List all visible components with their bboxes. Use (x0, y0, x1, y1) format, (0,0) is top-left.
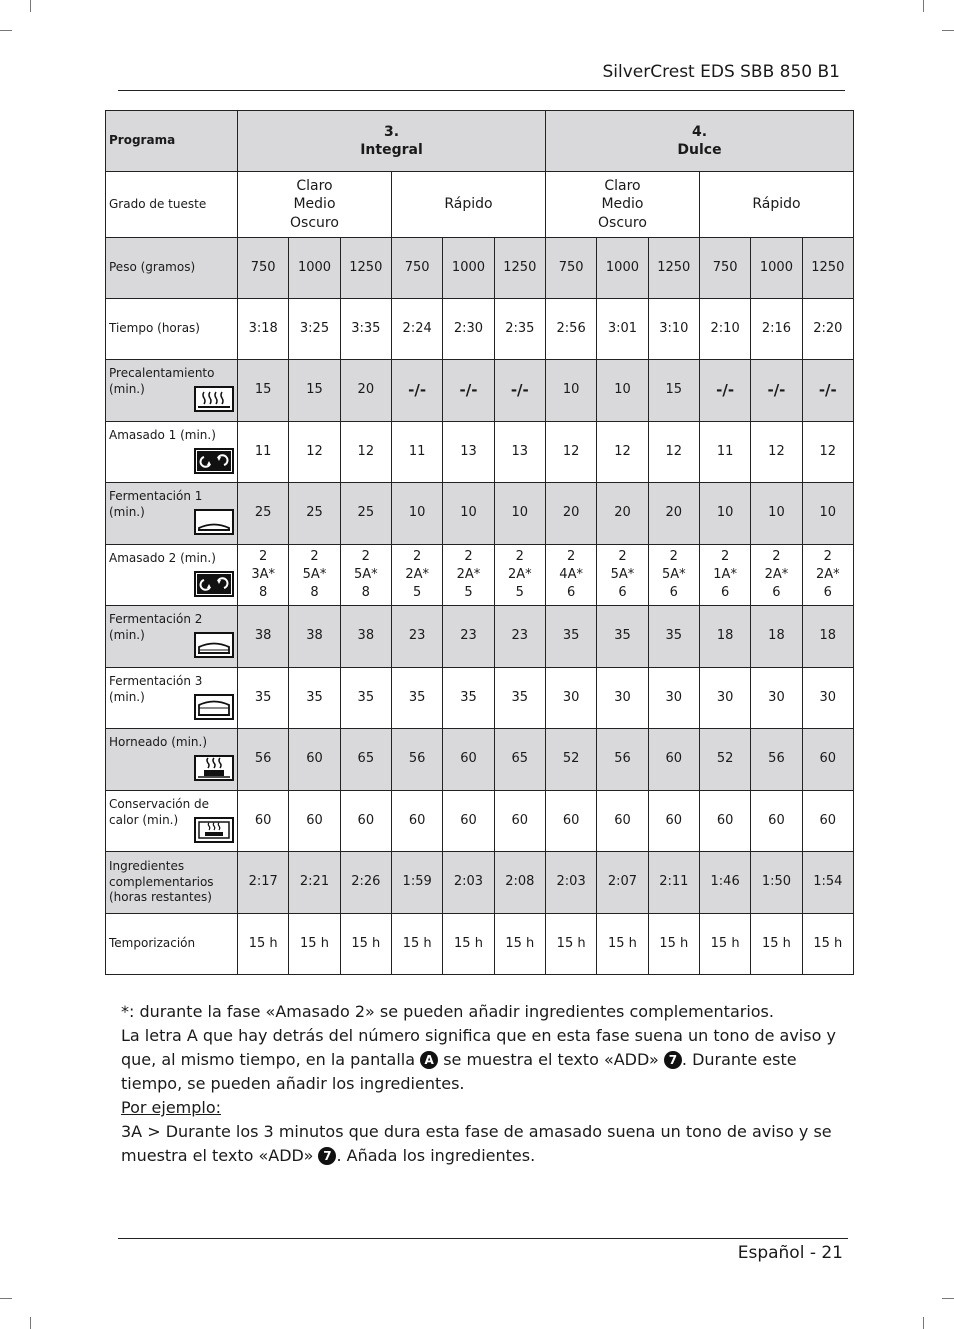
value-cell: 20 (597, 483, 648, 545)
value-cell: 25 (340, 483, 391, 545)
value-cell: 3:25 (289, 299, 340, 360)
value-cell: 15 h (648, 914, 699, 975)
value-cell (802, 545, 853, 606)
value-line: 5A* (353, 567, 378, 582)
value-cell: 60 (699, 791, 750, 852)
value-line: 2 (823, 549, 832, 564)
value-cell: 20 (340, 360, 391, 422)
value-cell: 60 (751, 791, 802, 852)
value-cell: 35 (597, 606, 648, 668)
weight-cell: 750 (699, 238, 750, 299)
value-cell (751, 545, 802, 606)
value-cell: 23 (494, 606, 545, 668)
value-cell (648, 545, 699, 606)
value-line: 6 (720, 585, 730, 600)
browning-oscuro: Oscuro (598, 214, 647, 231)
value-cell: 2:08 (494, 852, 545, 914)
browning-claro: Claro (296, 178, 333, 195)
program-data-row (106, 545, 854, 606)
program-data-row (106, 299, 854, 360)
value-cell: 65 (340, 729, 391, 791)
value-cell: 12 (802, 422, 853, 483)
value-cell (238, 545, 289, 606)
value-cell: 15 h (340, 914, 391, 975)
row-label (106, 483, 238, 545)
program-data-row (106, 483, 854, 545)
value-cell: 60 (289, 791, 340, 852)
value-cell: 2:10 (699, 299, 750, 360)
value-cell: 30 (648, 668, 699, 729)
value-cell: 15 h (289, 914, 340, 975)
value-line: 2 (618, 549, 627, 564)
display-ref-badge: A (420, 1051, 438, 1069)
program-number: 3. (383, 123, 400, 140)
value-cell: 35 (238, 668, 289, 729)
row-label: Tiempo (horas) (106, 299, 238, 360)
value-line: 8 (361, 585, 370, 600)
row-label (106, 606, 238, 668)
crop-mark (0, 30, 12, 31)
program-label: Programa (106, 111, 238, 172)
value-cell: 12 (289, 422, 340, 483)
value-cell: 30 (699, 668, 750, 729)
value-cell: 15 (648, 360, 699, 422)
crop-mark (923, 1317, 924, 1329)
value-cell: 60 (597, 791, 648, 852)
crop-mark (0, 1298, 12, 1299)
value-cell: 35 (494, 668, 545, 729)
value-cell: 2:03 (545, 852, 596, 914)
value-cell: 23 (391, 606, 442, 668)
value-line: 5A* (661, 567, 686, 582)
weight-cell: 1000 (751, 238, 802, 299)
browning-label: Grado de tueste (106, 172, 238, 238)
crop-mark (923, 0, 924, 12)
program-data-row (106, 606, 854, 668)
value-cell: 10 (545, 360, 596, 422)
value-cell: 1:50 (751, 852, 802, 914)
value-cell: 11 (391, 422, 442, 483)
value-cell: 60 (289, 729, 340, 791)
value-cell: 38 (340, 606, 391, 668)
note-text: . Añada los ingredientes. (336, 1146, 536, 1165)
value-line: 2 (566, 549, 576, 564)
row-label (106, 360, 238, 422)
value-cell: 35 (340, 668, 391, 729)
value-cell: 12 (597, 422, 648, 483)
row-label: Ingredientes complementarios (horas restantes) (106, 852, 238, 914)
row-label (106, 422, 238, 483)
value-line: 5A* (610, 567, 635, 582)
browning-oscuro: Oscuro (290, 214, 339, 231)
value-cell: 11 (699, 422, 750, 483)
value-cell: 23 (443, 606, 494, 668)
rise-1-icon (194, 509, 234, 535)
value-cell: 60 (494, 791, 545, 852)
value-cell: 35 (545, 606, 596, 668)
value-cell: 10 (391, 483, 442, 545)
value-cell: 52 (545, 729, 596, 791)
weight-label: Peso (gramos) (106, 238, 238, 299)
knead-icon (194, 571, 234, 597)
program-data-row (106, 914, 854, 975)
weight-row (106, 238, 854, 299)
value-line: 2A* (764, 567, 789, 582)
program-table (105, 110, 854, 975)
browning-claro: Claro (604, 178, 641, 195)
value-cell (289, 545, 340, 606)
value-cell: 2:11 (648, 852, 699, 914)
value-line: 8 (310, 585, 319, 600)
weight-cell: 750 (545, 238, 596, 299)
note-asterisk: *: durante la fase «Amasado 2» se pueden añadir ingredientes complementarios. (121, 1002, 774, 1021)
value-cell: 15 h (597, 914, 648, 975)
bake-icon (194, 755, 234, 781)
row-label (106, 729, 238, 791)
value-line: 2 (413, 549, 422, 564)
value-cell: -/- (699, 360, 750, 422)
value-cell: 20 (648, 483, 699, 545)
row-label-text: Conservación de calor (min.) (109, 797, 210, 827)
weight-cell: 1250 (648, 238, 699, 299)
value-cell: 15 h (443, 914, 494, 975)
value-cell: 15 h (751, 914, 802, 975)
value-line: 6 (566, 585, 576, 600)
browning-levels (238, 172, 392, 238)
weight-cell: 1250 (494, 238, 545, 299)
value-cell: 60 (443, 791, 494, 852)
crop-mark (30, 1317, 31, 1329)
note-text: . Durante este tiempo, se pueden añadir los ingredientes. (121, 1050, 797, 1093)
value-cell: 2:24 (391, 299, 442, 360)
value-cell (391, 545, 442, 606)
add-ref-badge: 7 (318, 1147, 336, 1165)
weight-cell: 1250 (340, 238, 391, 299)
value-cell: 15 h (391, 914, 442, 975)
rise-3-icon (194, 694, 234, 720)
value-cell: 15 h (802, 914, 853, 975)
value-cell (597, 545, 648, 606)
header-rule (118, 90, 845, 91)
weight-cell: 1000 (289, 238, 340, 299)
value-cell: 10 (699, 483, 750, 545)
row-label-text: Fermentación 1 (min.) (109, 489, 203, 519)
value-cell (699, 545, 750, 606)
value-cell: -/- (443, 360, 494, 422)
weight-cell: 750 (238, 238, 289, 299)
value-line: 2 (515, 549, 524, 564)
value-cell: 60 (545, 791, 596, 852)
value-cell: 52 (699, 729, 750, 791)
row-label-text: Horneado (min.) (109, 735, 208, 749)
browning-rapido: Rápido (699, 172, 853, 238)
value-cell: 60 (443, 729, 494, 791)
value-cell: 35 (648, 606, 699, 668)
row-label-text: Fermentación 3 (min.) (109, 674, 203, 704)
value-cell: 35 (289, 668, 340, 729)
value-line: 2A* (405, 567, 429, 582)
value-cell: 3:10 (648, 299, 699, 360)
value-cell: -/- (802, 360, 853, 422)
value-cell: 2:21 (289, 852, 340, 914)
program-name: Dulce (677, 142, 722, 158)
value-cell: 56 (391, 729, 442, 791)
note-letter-a (121, 1024, 861, 1096)
value-cell: 13 (494, 422, 545, 483)
value-cell (494, 545, 545, 606)
value-line: 6 (669, 585, 678, 600)
value-cell: 2:07 (597, 852, 648, 914)
value-cell: 15 h (545, 914, 596, 975)
value-cell: 35 (443, 668, 494, 729)
value-cell: 18 (802, 606, 853, 668)
keep-warm-icon (194, 817, 234, 843)
add-ref-badge: 7 (664, 1051, 682, 1069)
value-line: 2 (772, 549, 781, 564)
value-cell: 30 (751, 668, 802, 729)
value-line: 8 (259, 585, 268, 600)
value-cell: 12 (751, 422, 802, 483)
preheat-icon (194, 386, 234, 412)
page-footer: Español - 21 (737, 1243, 843, 1263)
value-cell: 2:35 (494, 299, 545, 360)
value-cell: 2:30 (443, 299, 494, 360)
program-header-dulce (545, 111, 853, 172)
value-line: 6 (823, 585, 832, 600)
value-cell: 18 (751, 606, 802, 668)
row-label: Temporización (106, 914, 238, 975)
page-header-title: SilverCrest EDS SBB 850 B1 (602, 62, 840, 82)
value-cell: 56 (751, 729, 802, 791)
value-cell (545, 545, 596, 606)
value-cell: 10 (597, 360, 648, 422)
value-cell: -/- (494, 360, 545, 422)
value-cell: 60 (238, 791, 289, 852)
value-cell: 12 (340, 422, 391, 483)
weight-cell: 1000 (443, 238, 494, 299)
value-cell: 3:18 (238, 299, 289, 360)
value-line: 2 (361, 549, 370, 564)
program-data-row (106, 668, 854, 729)
row-label (106, 791, 238, 852)
value-cell: 56 (238, 729, 289, 791)
value-line: 1A* (713, 567, 737, 582)
value-line: 2A* (507, 567, 532, 582)
weight-cell: 750 (391, 238, 442, 299)
program-data-row (106, 729, 854, 791)
row-label-text: Amasado 2 (min.) (109, 551, 216, 565)
value-cell: 60 (648, 791, 699, 852)
value-line: 6 (772, 585, 781, 600)
value-cell: 1:46 (699, 852, 750, 914)
program-data-row (106, 360, 854, 422)
row-label-text: Amasado 1 (min.) (109, 428, 216, 442)
value-cell: 20 (545, 483, 596, 545)
program-row (106, 111, 854, 172)
value-cell: 35 (391, 668, 442, 729)
value-cell: 10 (494, 483, 545, 545)
value-cell: 65 (494, 729, 545, 791)
value-cell: 60 (802, 729, 853, 791)
value-cell: 15 h (238, 914, 289, 975)
program-data-row (106, 422, 854, 483)
browning-levels (545, 172, 699, 238)
row-label (106, 545, 238, 606)
value-cell (340, 545, 391, 606)
value-cell: 10 (443, 483, 494, 545)
footnotes (121, 1000, 861, 1168)
value-line: 2 (310, 549, 319, 564)
value-cell: -/- (751, 360, 802, 422)
value-cell: 2:20 (802, 299, 853, 360)
value-line: 5 (515, 585, 524, 600)
program-number: 4. (691, 123, 708, 140)
row-label-text: Fermentación 2 (min.) (109, 612, 203, 642)
value-cell: 12 (648, 422, 699, 483)
value-cell: 11 (238, 422, 289, 483)
value-cell: 30 (802, 668, 853, 729)
value-cell: 13 (443, 422, 494, 483)
crop-mark (30, 0, 31, 12)
weight-cell: 1000 (597, 238, 648, 299)
value-line: 2 (720, 549, 730, 564)
knead-icon (194, 448, 234, 474)
program-name: Integral (360, 142, 423, 158)
example-label: Por ejemplo: (121, 1098, 222, 1117)
value-cell: 56 (597, 729, 648, 791)
row-label (106, 668, 238, 729)
value-cell: 3:01 (597, 299, 648, 360)
browning-rapido: Rápido (391, 172, 545, 238)
value-line: 5 (464, 585, 473, 600)
value-cell: 25 (238, 483, 289, 545)
note-example (121, 1120, 861, 1168)
value-cell: 2:03 (443, 852, 494, 914)
value-cell: -/- (391, 360, 442, 422)
value-line: 4A* (559, 567, 583, 582)
value-cell: 60 (391, 791, 442, 852)
value-cell: 2:16 (751, 299, 802, 360)
value-cell: 1:59 (391, 852, 442, 914)
footer-rule (118, 1238, 848, 1239)
weight-cell: 1250 (802, 238, 853, 299)
value-cell: 38 (238, 606, 289, 668)
crop-mark (942, 1298, 954, 1299)
value-cell: 3:35 (340, 299, 391, 360)
value-line: 2A* (456, 567, 481, 582)
browning-medio: Medio (293, 196, 336, 213)
value-cell (443, 545, 494, 606)
value-line: 2 (669, 549, 678, 564)
value-cell: 60 (648, 729, 699, 791)
value-cell: 60 (340, 791, 391, 852)
value-cell: 30 (597, 668, 648, 729)
rise-2-icon (194, 632, 234, 658)
note-text: La letra A que hay detrás del número significa que en esta fase suena un tono de aviso y que, al mismo tiempo, en la pantalla (121, 1026, 836, 1069)
program-data-row (106, 852, 854, 914)
value-line: 6 (618, 585, 627, 600)
value-cell: 15 (289, 360, 340, 422)
value-line: 2A* (815, 567, 840, 582)
note-text: se muestra el texto «ADD» (438, 1050, 664, 1069)
value-cell: 2:56 (545, 299, 596, 360)
value-cell: 10 (802, 483, 853, 545)
value-cell: 2:17 (238, 852, 289, 914)
crop-mark (942, 30, 954, 31)
value-cell: 18 (699, 606, 750, 668)
browning-medio: Medio (601, 196, 644, 213)
value-cell: 12 (545, 422, 596, 483)
value-cell: 60 (802, 791, 853, 852)
value-line: 2 (464, 549, 473, 564)
browning-row (106, 172, 854, 238)
note-text: 3A > Durante los 3 minutos que dura esta fase de amasado suena un tono de aviso y se muestra el texto «ADD» (121, 1122, 832, 1165)
value-cell: 30 (545, 668, 596, 729)
value-line: 3A* (251, 567, 275, 582)
value-cell: 10 (751, 483, 802, 545)
value-line: 5 (413, 585, 422, 600)
value-line: 2 (259, 549, 268, 564)
value-line: 5A* (302, 567, 327, 582)
program-data-row (106, 791, 854, 852)
value-cell: 15 h (494, 914, 545, 975)
value-cell: 15 h (699, 914, 750, 975)
row-label-text: Precalentamiento (min.) (109, 366, 215, 396)
value-cell: 38 (289, 606, 340, 668)
value-cell: 15 (238, 360, 289, 422)
program-header-integral (238, 111, 546, 172)
value-cell: 25 (289, 483, 340, 545)
value-cell: 2:26 (340, 852, 391, 914)
value-cell: 1:54 (802, 852, 853, 914)
